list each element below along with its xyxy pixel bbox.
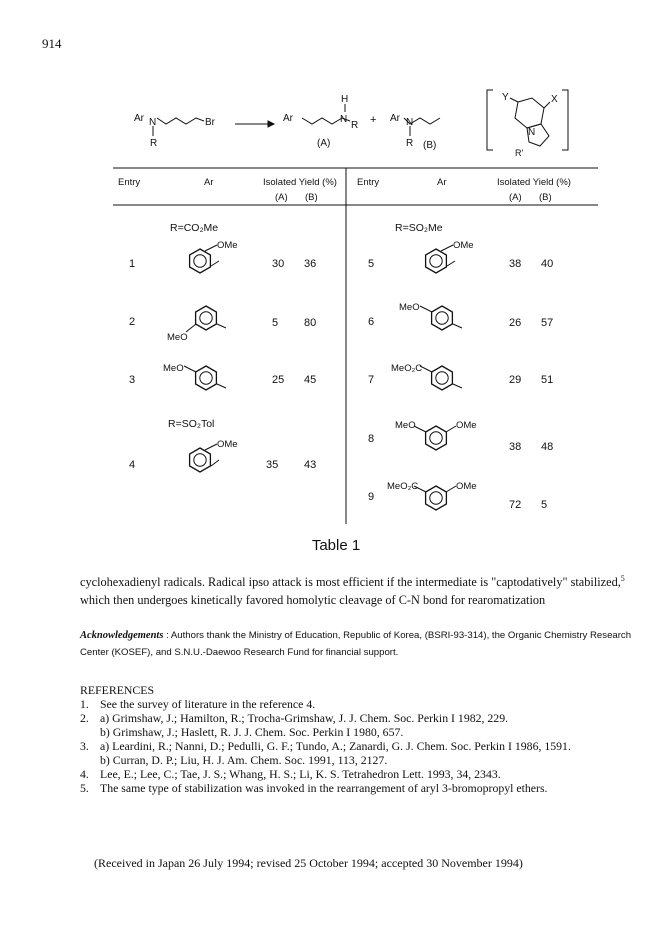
body-text-part2: which then undergoes kinetically favored homolytic cleavage of C-N bond for rearomatization — [80, 592, 546, 607]
acknowledgements-label: Acknowledgements — [80, 630, 164, 641]
table-cell-yield-a: 26 — [509, 317, 522, 329]
product-b-n: N — [406, 117, 414, 128]
reference-item — [80, 739, 660, 753]
reference-item — [80, 781, 660, 795]
table-cell-yield-a: 38 — [509, 441, 522, 453]
substituent-label: OMe — [456, 481, 477, 492]
reference-line: The same type of stabilization was invoked in the rearrangement of aryl 3-bromopropyl ethers. — [100, 781, 548, 795]
substituent-label: OMe — [453, 240, 474, 251]
header-b-right: (B) — [539, 192, 552, 203]
table-cell-yield-a: 29 — [509, 374, 522, 386]
table-cell-yield-a: 30 — [272, 258, 285, 270]
substituent-label: MeO — [163, 363, 184, 374]
acknowledgements — [80, 627, 640, 661]
substituent-label: OMe — [217, 439, 238, 450]
table-cell-yield-b: 57 — [541, 317, 554, 329]
reference-number: 5. — [80, 781, 89, 795]
header-yield-right: Isolated Yield (%) — [497, 177, 571, 188]
header-a-right: (A) — [509, 192, 522, 203]
substituent-label: MeO₂C — [391, 363, 423, 374]
table-cell-yield-b: 51 — [541, 374, 554, 386]
references — [80, 683, 660, 795]
reaction-scheme — [0, 0, 672, 160]
product-a-n: N — [340, 114, 348, 125]
received-dates: (Received in Japan 26 July 1994; revised 25 October 1994; accepted 30 November 1994) — [94, 856, 523, 870]
substituent-label: MeO — [167, 332, 188, 343]
reference-line: b) Curran, D. P.; Liu, H. J. Am. Chem. Soc. 1991, 113, 2127. — [100, 753, 388, 767]
table-cell-entry: 4 — [129, 459, 136, 471]
body-text-part1: cyclohexadienyl radicals. Radical ipso attack is most efficient if the intermediate is "captodatively" stabilized, — [80, 575, 621, 590]
reactant-ar: Ar — [134, 113, 144, 124]
reference-item — [80, 767, 660, 781]
table-cell-entry: 9 — [368, 491, 375, 503]
acknowledgements-text: : Authors thank the Ministry of Education, Republic of Korea, (BSRI-93-314), the Organic Chemistry Research Center (KOSEF), and S.N.U.-Daewoo Research Fund for financial support. — [80, 630, 632, 658]
table-cell-entry: 6 — [368, 316, 375, 328]
group-label: R=SO₂Me — [395, 222, 443, 234]
header-b-left: (B) — [305, 192, 318, 203]
reference-number: 3. — [80, 739, 89, 753]
substituent-label: OMe — [456, 420, 477, 431]
substituent-label: OMe — [217, 240, 238, 251]
intermediate-n: N — [528, 127, 536, 138]
substituent-label: MeO — [399, 302, 420, 313]
substituent-label: MeO — [395, 420, 416, 431]
product-a-r: R — [351, 120, 359, 131]
table-cell-entry: 8 — [368, 433, 375, 445]
product-b-r: R — [406, 138, 414, 149]
reactant-br: Br — [205, 117, 215, 128]
product-b-label: (B) — [423, 140, 437, 151]
product-a-h: H — [341, 94, 349, 105]
references-heading: REFERENCES — [80, 683, 155, 697]
intermediate-r: R' — [515, 148, 524, 158]
reference-number: 1. — [80, 697, 89, 711]
table-cell-yield-b: 40 — [541, 258, 554, 270]
footnote-ref: 5 — [620, 574, 625, 583]
reference-line: Lee, E.; Lee, C.; Tae, J. S.; Whang, H. S.; Li, K. S. Tetrahedron Lett. 1993, 34, 2343. — [100, 767, 501, 781]
body-paragraph — [80, 570, 640, 609]
product-a-label: (A) — [317, 138, 331, 149]
header-yield-left: Isolated Yield (%) — [263, 177, 337, 188]
table-cell-yield-b: 48 — [541, 441, 554, 453]
table-cell-yield-a: 25 — [272, 374, 285, 386]
reference-line: a) Leardini, R.; Nanni, D.; Pedulli, G. F.; Tundo, A.; Zanardi, G. J. Chem. Soc. Perkin I 1986, 1591. — [100, 739, 571, 753]
table-cell-yield-b: 45 — [304, 374, 317, 386]
intermediate-x: X — [551, 94, 558, 105]
table-cell-yield-b: 5 — [541, 499, 548, 511]
header-ar-left: Ar — [204, 177, 214, 188]
intermediate-y: Y — [502, 92, 509, 103]
table-cell-yield-a: 35 — [266, 459, 279, 471]
product-b-ar: Ar — [390, 113, 400, 124]
reference-line: See the survey of literature in the reference 4. — [100, 697, 316, 711]
table-caption: Table 1 — [311, 537, 361, 554]
table-cell-entry: 5 — [368, 258, 375, 270]
table-cell-yield-b: 36 — [304, 258, 317, 270]
reference-item — [80, 697, 660, 711]
table-cell-entry: 3 — [129, 374, 136, 386]
substituent-label: MeO₂C — [387, 481, 419, 492]
header-entry-left: Entry — [118, 177, 141, 188]
plus-sign: + — [370, 114, 377, 126]
header-entry-right: Entry — [357, 177, 380, 188]
page-number: 914 — [42, 36, 62, 51]
table-cell-yield-a: 72 — [509, 499, 522, 511]
reactant-r: R — [150, 138, 158, 149]
table-cell-entry: 7 — [368, 374, 375, 386]
product-a-ar: Ar — [283, 113, 293, 124]
table-cell-entry: 1 — [129, 258, 136, 270]
table-cell-yield-a: 38 — [509, 258, 522, 270]
table-cell-yield-b: 80 — [304, 317, 317, 329]
table-cell-yield-b: 43 — [304, 459, 317, 471]
table-cell-yield-a: 5 — [272, 317, 279, 329]
header-a-left: (A) — [275, 192, 288, 203]
results-table — [0, 160, 672, 532]
reference-number: 2. — [80, 711, 89, 725]
header-ar-right: Ar — [437, 177, 447, 188]
reference-item — [80, 711, 660, 725]
reactant-n: N — [149, 117, 157, 128]
reference-line: b) Grimshaw, J.; Haslett, R. J. J. Chem. Soc. Perkin I 1980, 657. — [100, 725, 404, 739]
group-label: R=CO₂Me — [170, 222, 219, 234]
reference-line: a) Grimshaw, J.; Hamilton, R.; Trocha-Grimshaw, J. J. Chem. Soc. Perkin I 1982, 229. — [100, 711, 509, 725]
table-cell-entry: 2 — [129, 316, 136, 328]
reference-number: 4. — [80, 767, 89, 781]
group-label: R=SO₂Tol — [168, 418, 215, 430]
